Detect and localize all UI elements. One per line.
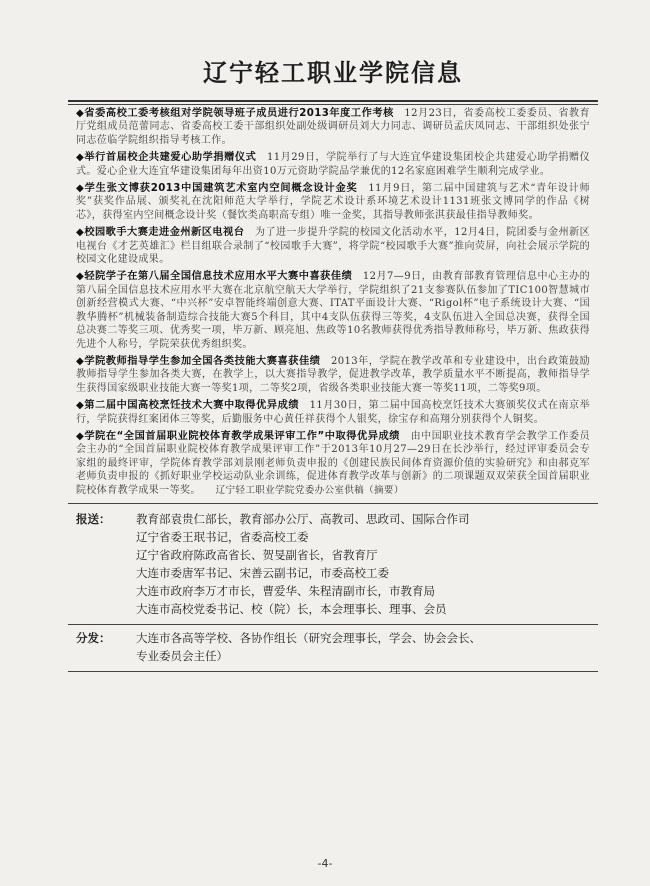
send-to-line: 辽宁省委王珉书记，省委高校工委 (136, 529, 309, 544)
news-item (76, 151, 590, 178)
page-title: 辽宁轻工职业学院信息 (203, 59, 463, 87)
news-list (76, 107, 590, 497)
distribution-divider-bottom (68, 671, 598, 672)
news-headline: ◆学生张文博获2013中国建筑艺术室内空间概念设计金奖 (76, 183, 358, 195)
news-body: 第二届中国高校烹饪技术大赛颁奖仪式在南京举行，学院获得红案团体三等奖，后勤服务中心黄任祥获得个人银奖，徐宝存和高翔分别获得个人铜奖。 (76, 400, 591, 425)
copy-to-section (76, 629, 590, 665)
news-headline: ◆轻院学子在第八届全国信息技术应用水平大赛中喜获佳绩 (76, 271, 353, 283)
page-number: -4- (317, 857, 333, 870)
title-divider-thick (68, 100, 598, 102)
send-to-label: 报送： (76, 511, 111, 526)
news-date: 11月30日， (309, 400, 369, 412)
send-to-line: 辽宁省政府陈政高省长、贺旻副省长，省教育厅 (136, 547, 378, 562)
news-headline: ◆省委高校工委考核组对学院领导班子成员进行2013年度工作考核 (76, 108, 394, 119)
news-body: 第二届中国建筑与艺术“青年设计师奖”获奖作品展、颁奖礼在沈阳师范大学举行，学院艺术设计系环境艺术设计1131班张文博同学的作品《树芯》，获得室内空间概念设计奖（餐饮类高职高专组）唯一金奖，其指导教师张淇获最佳指导教师奖。 (76, 183, 590, 221)
title-divider-thin (68, 104, 598, 105)
send-to-line: 教育部袁贵仁部长，教育部办公厅、高教司、思政司、国际合作司 (136, 511, 470, 526)
news-body: 学院在教学改革和专业建设中，出台政策鼓励教师指导学生参加各类大赛，在教学上，以大赛指导教学，促进教学改革，教学质量水平不断提高，教师指导学生获得国家级职业技能大赛一等奖1项，二等奖2项，省级各类职业技能大赛一等奖11项，二等奖9项。 (76, 355, 590, 394)
copy-to-label: 分发： (76, 630, 111, 645)
news-headline: ◆学院教师指导学生参加全国各类技能大赛喜获佳绩 (76, 355, 321, 367)
news-headline: ◆学院在“全国首届职业院校体育教学成果评审工作”中取得优异成绩 (76, 430, 400, 442)
news-headline: ◆校园歌手大赛走进金州新区电视台 (76, 227, 245, 239)
news-body: 由中国职业技术教育学会教学工作委员会主办的“全国首届职业院校体育教学成果评审工作”于2013年10月27—29日在长沙举行，经过评审委员会专家组的最终评审，学院体育教学部刘景刚老师负责申报的《创建民族民间体育资源价值的实验研究》和由郝克军老师负责申报的《抓好职业学校运动队业余训练，促进体育教学改革与创新》的二项课题双双荣获全国首届职业院校体育教学成果一等奖。 (76, 430, 590, 496)
news-date: 12月23日， (404, 108, 464, 119)
send-to-section (76, 510, 590, 618)
news-item (76, 107, 590, 147)
send-to-line: 大连市高校党委书记、校（院）长，本会理事长、理事、会员 (136, 601, 447, 616)
news-date: 2013年， (331, 355, 380, 367)
copy-to-line: 大连市各高等学校、各协作组长（研究会理事长，学会、协会会长、 (136, 630, 481, 645)
distribution-divider-middle (68, 624, 598, 625)
news-item (76, 270, 590, 350)
news-body: 学院举行了与大连宜华建设集团校企共建爱心助学捐赠仪式。爱心企业大连宜华建设集团每年出资10万元资助学院品学兼优的12名家庭困难学生顺利完成学业。 (76, 152, 591, 177)
news-item (76, 355, 590, 395)
news-item (76, 226, 590, 266)
send-to-list (136, 510, 590, 618)
copy-to-list (136, 629, 590, 665)
source-signature: 辽宁轻工职业学院党委办公室供稿（摘要） (215, 484, 404, 496)
news-date: 11月29日， (267, 152, 327, 164)
news-date: 11月9日， (368, 183, 422, 195)
news-date: 12月7—9日， (362, 271, 433, 283)
send-to-line: 大连市委唐军书记、宋善云副书记，市委高校工委 (136, 565, 389, 580)
news-item (76, 182, 590, 222)
news-headline: ◆举行首届校企共建爱心助学捐赠仪式 (76, 152, 257, 164)
news-body: 省委高校工委委员、省教育厅党组成员范蕾同志、省委高校工委干部组织处副处级调研员刘大力同志、调研员孟庆凤同志、干部组织处张宁同志莅临学院组织指导考核工作。 (76, 108, 590, 146)
news-body: 由教育部教育管理信息中心主办的第八届全国信息技术应用水平大赛在北京航空航天大学举行，学院组织了21支参赛队伍参加了TIC100智慧城市创新经营模式大赛、“中兴杯”安卓智能终端创意大赛、ITAT平面设计大赛、“Rigol杯”电子系统设计大赛、“国教华腾杯”机械装备制造综合技能大赛5个科目，其中4支队伍获得三等奖，4支队伍进入全国总决赛，获得全国总决赛二等奖三项、优秀奖一项，毕万新、顾亮旭、焦政等10名教师获得优秀指导教师称号，毕万新、焦政获得先进个人称号，学院荣获优秀组织奖。 (76, 271, 591, 350)
distribution-divider-top (68, 503, 598, 504)
news-body: 为了进一步提升学院的校园文化活动水平，12月4日，院团委与金州新区电视台《才艺英雄汇》栏目组联合录制了“校园歌手大赛”，将学院“校园歌手大赛”推向荧屏，向社会展示学院的校园文化建设成果。 (76, 227, 590, 266)
copy-to-line: 专业委员会主任） (136, 648, 228, 663)
news-item (76, 430, 590, 497)
send-to-line: 大连市政府李万才市长，曹爱华、朱程清副市长，市教育局 (136, 583, 435, 598)
news-headline: ◆第二届中国高校烹饪技术大赛中取得优异成绩 (76, 400, 300, 412)
news-item (76, 399, 590, 426)
